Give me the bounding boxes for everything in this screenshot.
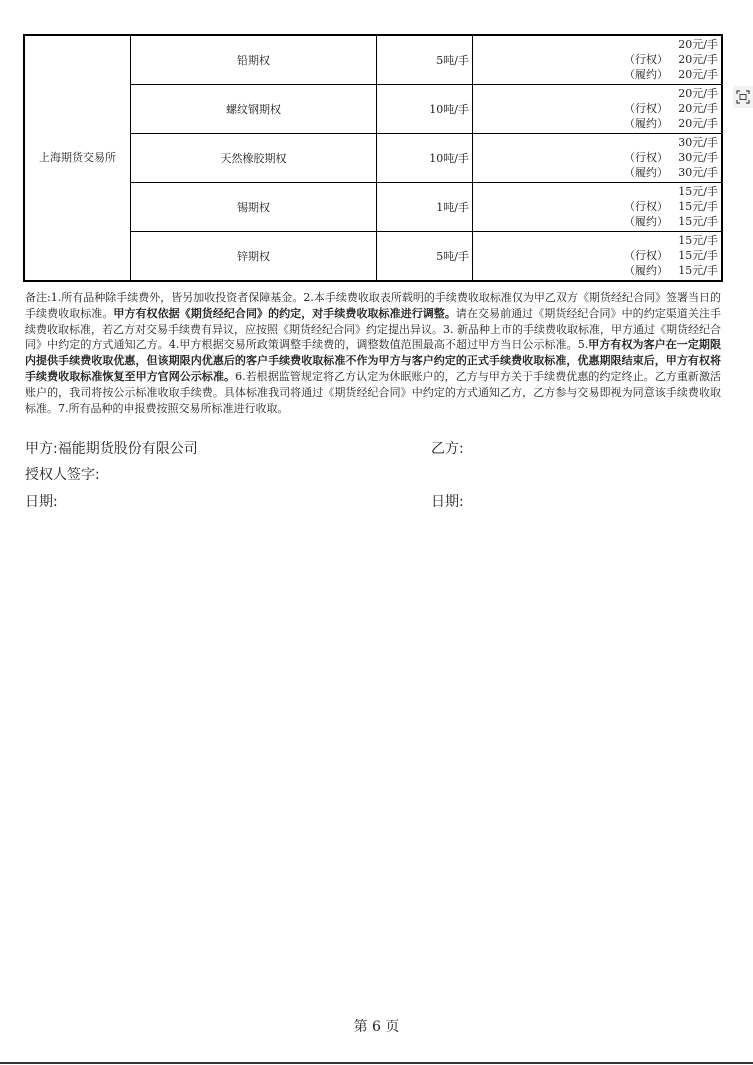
table-row — [24, 35, 722, 85]
fee-cell — [473, 183, 723, 232]
fee-cell — [473, 134, 723, 183]
fee-amount: 20元/手 — [678, 102, 718, 115]
fee-amount: 30元/手 — [678, 136, 718, 149]
fee-line — [624, 150, 718, 165]
fee-amount: 15元/手 — [678, 249, 718, 262]
date-b-label: 日期: — [431, 494, 464, 510]
fee-table-body — [24, 35, 722, 281]
contract-unit-cell: 10吨/手 — [377, 134, 473, 183]
product-name-cell: 天然橡胶期权 — [131, 134, 377, 183]
fee-type-label: （履约） — [624, 215, 668, 228]
fee-line — [624, 214, 718, 229]
fee-line — [624, 135, 718, 150]
contract-unit-cell: 10吨/手 — [377, 85, 473, 134]
fee-amount: 15元/手 — [678, 185, 718, 198]
fee-line — [624, 67, 718, 82]
contract-unit-cell: 5吨/手 — [377, 35, 473, 85]
notes-bold-2: 甲方有权为客户在一定期限内提供手续费收取优惠，但该期限内优惠后的客户手续费收取标准不作为甲方与客户约定的正式手续费收取标准，优惠期限结束后，甲方有权将手续费收取标准恢复至甲方官网公示标准。 — [25, 338, 721, 383]
fee-type-label: （履约） — [624, 166, 668, 179]
notes-text-1: 备注:1.所有品种除手续费外，皆另加收投资者保障基金。2.本手续费收取表所载明的手续费收取标准仅为甲乙双方《期货经纪合同》签署当日的手续费收取标准。 — [25, 291, 721, 320]
fee-amount: 30元/手 — [678, 151, 718, 164]
fee-amount: 20元/手 — [678, 117, 718, 130]
fee-line — [624, 165, 718, 180]
fee-amount: 15元/手 — [678, 215, 718, 228]
fee-line — [624, 233, 718, 248]
contract-unit-cell: 1吨/手 — [377, 183, 473, 232]
date-a-label: 日期: — [25, 494, 58, 510]
fee-type-label: （行权） — [624, 53, 668, 66]
fee-table — [23, 34, 723, 282]
authorized-signature-label: 授权人签字: — [25, 467, 100, 483]
fee-type-label: （行权） — [624, 249, 668, 262]
fee-type-label: （行权） — [624, 200, 668, 213]
party-b-label: 乙方: — [431, 441, 464, 457]
fee-amount: 15元/手 — [678, 234, 718, 247]
fee-amount: 30元/手 — [678, 166, 718, 179]
fee-amount: 20元/手 — [678, 87, 718, 100]
contract-unit-cell: 5吨/手 — [377, 232, 473, 282]
party-a-label: 甲方:福能期货股份有限公司 — [25, 441, 198, 457]
fee-line — [624, 37, 718, 52]
fee-cell — [473, 35, 723, 85]
page-number: 第 6 页 — [353, 1019, 400, 1035]
product-name-cell: 锡期权 — [131, 183, 377, 232]
fee-line — [624, 199, 718, 214]
fee-line — [624, 86, 718, 101]
scan-icon[interactable] — [733, 86, 753, 108]
fee-type-label: （履约） — [624, 68, 668, 81]
fee-amount: 20元/手 — [678, 38, 718, 51]
notes-paragraph — [25, 290, 721, 416]
fee-type-label: （行权） — [624, 151, 668, 164]
exchange-cell: 上海期货交易所 — [24, 35, 131, 281]
fee-line — [624, 101, 718, 116]
product-name-cell: 螺纹钢期权 — [131, 85, 377, 134]
fee-type-label: （履约） — [624, 117, 668, 130]
fee-amount: 20元/手 — [678, 68, 718, 81]
fee-type-label: （履约） — [624, 264, 668, 277]
fee-type-label: （行权） — [624, 102, 668, 115]
product-name-cell: 铅期权 — [131, 35, 377, 85]
fee-cell — [473, 85, 723, 134]
fee-amount: 20元/手 — [678, 53, 718, 66]
fee-cell — [473, 232, 723, 282]
fee-line — [624, 184, 718, 199]
fee-line — [624, 263, 718, 278]
fee-line — [624, 116, 718, 131]
notes-text-3: 6.若根据监管规定将乙方认定为休眠账户的，乙方与甲方关于手续费优惠的约定终止。乙方重新激活账户的，我司将按公示标准收取手续费。具体标准我司将通过《期货经纪合同》中约定的方式通知乙方，乙方参与交易即视为同意该手续费收取标准。7.所有品种的申报费按照交易所标准进行收取。 — [25, 369, 721, 415]
notes-bold-1: 甲方有权依据《期货经纪合同》的约定，对手续费收取标准进行调整。 — [113, 306, 456, 320]
bottom-rule — [0, 1062, 753, 1064]
notes-text-2: 请在交易前通过《期货经纪合同》中的约定渠道关注手续费收取标准，若乙方对交易手续费有异议，应按照《期货经纪合同》约定提出异议。3. 新品种上市的手续费收取标准，甲方通过《期货经纪合同》中约定的方式通知乙方。4.甲方根据交易所政策调整手续费的，调整数值范围最高不超过甲方当日公示标准。5. — [25, 306, 722, 352]
fee-line — [624, 248, 718, 263]
fee-line — [624, 52, 718, 67]
fee-amount: 15元/手 — [678, 200, 718, 213]
product-name-cell: 锌期权 — [131, 232, 377, 282]
fee-amount: 15元/手 — [678, 264, 718, 277]
